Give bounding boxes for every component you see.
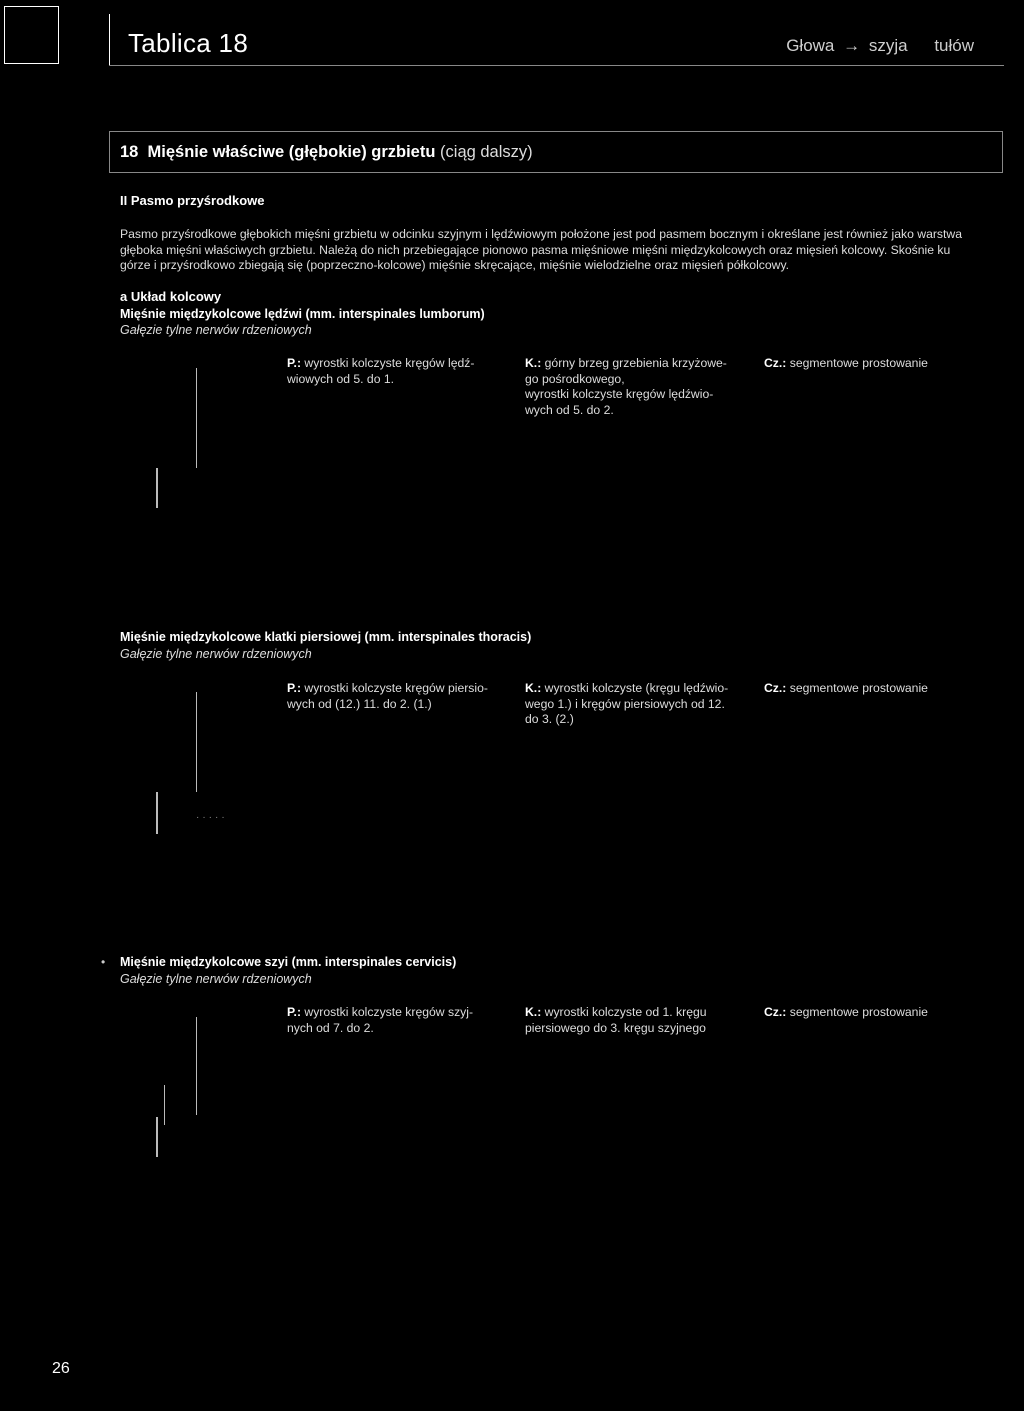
function-cervicis: Cz.: segmentowe prostowanie xyxy=(764,1005,928,1019)
section-continued: (ciąg dalszy) xyxy=(440,143,533,161)
figure-line xyxy=(156,1117,158,1157)
figure-line xyxy=(196,692,197,792)
intro-paragraph: Pasmo przyśrodkowe głębokich mięśni grzbietu w odcinku szyjnym i lędźwiowym położone jest pod pasmem bocznym i określane jest również jako warstwa głęboka mięśni właściwych grzbietu. Należą do nich przebiegające pionowo pasma mięśniowe mięśni międzykolcowych oraz mięsień kolcowy. Skośnie ku górze i przyśrodkowo zbiegają się (poprzeczno-kolcowe) mięśnie skręcające, mięśnie wielodzielne oraz mięsień półkolcowy. xyxy=(120,227,962,272)
header-divider xyxy=(109,14,110,66)
figure-line xyxy=(164,1085,165,1125)
function-thoracis: Cz.: segmentowe prostowanie xyxy=(764,681,928,695)
page-title: Tablica 18 xyxy=(128,28,249,58)
breadcrumb-item-neck: szyja xyxy=(868,36,908,55)
figure-line xyxy=(196,368,197,468)
section-name: Mięśnie właściwe (głębokie) grzbietu xyxy=(147,143,436,161)
muscle-name-thoracis: Mięśnie międzykolcowe klatki piersiowej (mm. interspinales thoracis) xyxy=(120,630,532,644)
origin-lumborum: P.: wyrostki kolczyste kręgów lędź- wiowych od 5. do 1. xyxy=(287,356,475,386)
page-number: 26 xyxy=(52,1360,70,1377)
corner-frame xyxy=(4,6,59,64)
system-heading: a Układ kolcowy xyxy=(120,289,222,304)
breadcrumb xyxy=(782,36,974,56)
function-lumborum: Cz.: segmentowe prostowanie xyxy=(764,356,928,370)
figure-line xyxy=(156,792,158,834)
bullet-icon: • xyxy=(101,955,106,969)
breadcrumb-item-trunk: tułów xyxy=(934,36,974,55)
nerve-thoracis: Gałęzie tylne nerwów rdzeniowych xyxy=(120,647,312,661)
nerve-cervicis: Gałęzie tylne nerwów rdzeniowych xyxy=(120,972,312,986)
nerve-lumborum: Gałęzie tylne nerwów rdzeniowych xyxy=(120,323,312,337)
origin-cervicis: P.: wyrostki kolczyste kręgów szyj- nych od 7. do 2. xyxy=(287,1005,474,1035)
muscle-name-cervicis: Mięśnie międzykolcowe szyi (mm. interspinales cervicis) xyxy=(120,955,457,969)
insertion-lumborum: K.: górny brzeg grzebienia krzyżowe- go pośrodkowego, wyrostki kolczyste kręgów lędźwio- wych od 5. do 2. xyxy=(525,356,727,417)
breadcrumb-item-head: Głowa xyxy=(786,36,835,55)
origin-thoracis: P.: wyrostki kolczyste kręgów piersio- wych od (12.) 11. do 2. (1.) xyxy=(287,681,488,711)
insertion-cervicis: K.: wyrostki kolczyste od 1. kręgu piersiowego do 3. kręgu szyjnego xyxy=(525,1005,707,1035)
figure-line xyxy=(196,1017,197,1115)
dotted-mark: ····· xyxy=(196,812,228,823)
muscle-name-lumborum: Mięśnie międzykolcowe lędźwi (mm. interspinales lumborum) xyxy=(120,307,485,321)
section-number: 18 xyxy=(120,143,139,161)
arrow-right-icon: → xyxy=(843,36,861,55)
header-rule xyxy=(109,65,1004,66)
section-title xyxy=(120,143,533,162)
part-heading: II Pasmo przyśrodkowe xyxy=(120,193,265,208)
figure-line xyxy=(156,468,158,508)
insertion-thoracis: K.: wyrostki kolczyste (kręgu lędźwio- wego 1.) i kręgów piersiowych od 12. do 3. (2.) xyxy=(525,681,729,726)
